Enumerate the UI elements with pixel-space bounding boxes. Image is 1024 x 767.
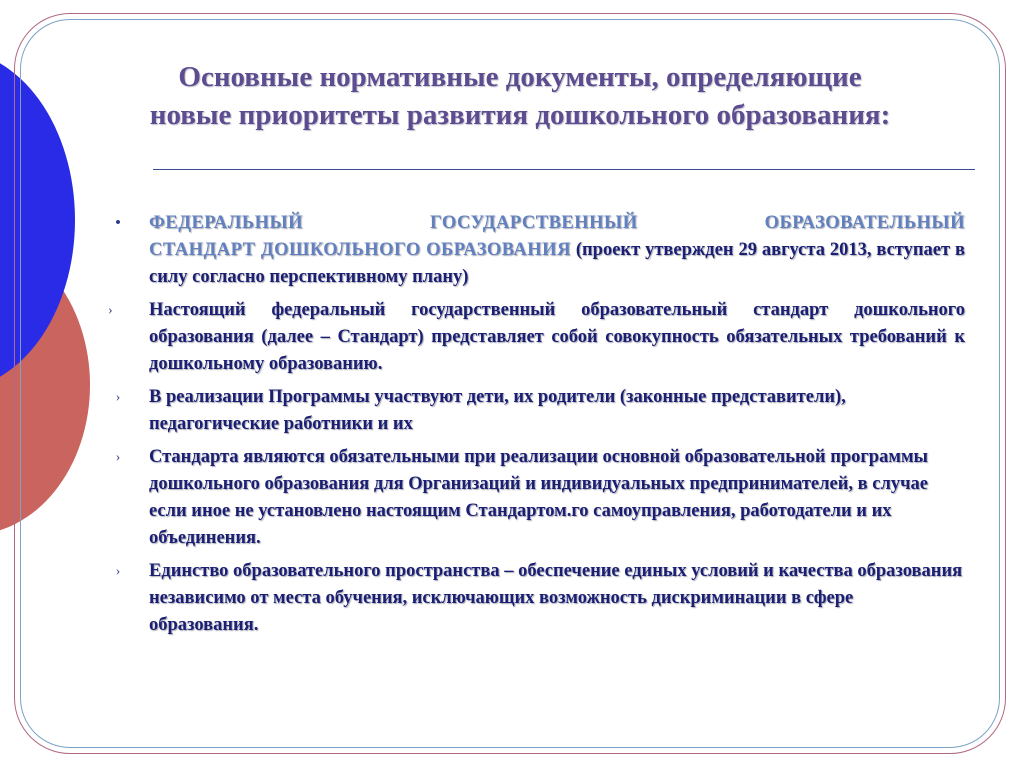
standard-name-line-2: СТАНДАРТ ДОШКОЛЬНОГО ОБРАЗОВАНИЯ — [149, 240, 571, 260]
chevron-bullet-icon: › — [115, 450, 121, 465]
standard-approval-note: (проект утвержден 29 августа 2013, вступает в силу согласно перспективному плану) — [149, 240, 965, 287]
list-item — [108, 297, 965, 378]
list-item-text: Стандарта являются обязательными при реализации основной образовательной программы дошкольного образования для Организаций и индивидуальных предпринимателей, в случае если иное не установлено настоящим Стандартом.го самоуправления, работодатели и их объединения. — [149, 447, 928, 548]
list-item-text: Единство образовательного пространства – обеспечение единых условий и качества образования независимо от места обучения, исключающих возможность дискриминации в сфере образования. — [149, 561, 963, 635]
list-item-standard — [108, 210, 965, 291]
slide-title — [60, 58, 980, 134]
standard-name-and-note — [149, 237, 965, 291]
slide-title-line-1: Основные нормативные документы, определяющие — [178, 61, 862, 93]
standard-word-educational: ОБРАЗОВАТЕЛЬНЫЙ — [764, 213, 965, 233]
slide-title-line-2: новые приоритеты развития дошкольного образования: — [149, 99, 891, 131]
title-underline-rule — [153, 169, 975, 170]
standard-name-line-1 — [149, 210, 965, 237]
list-item — [108, 558, 965, 639]
round-bullet-icon: • — [115, 215, 121, 231]
bullet-list — [108, 210, 965, 645]
chevron-bullet-icon: › — [115, 390, 121, 405]
list-item — [108, 444, 965, 552]
standard-word-federal: ФЕДЕРАЛЬНЫЙ — [149, 213, 304, 233]
chevron-bullet-icon: › — [115, 564, 121, 579]
list-item-text: Настоящий федеральный государственный образовательный стандарт дошкольного образования (далее – Стандарт) представляет собой совокупность обязательных требований к дошкольному образованию. — [149, 300, 965, 374]
standard-word-state: ГОСУДАРСТВЕННЫЙ — [430, 213, 638, 233]
list-item — [108, 384, 965, 438]
chevron-bullet-icon: › — [108, 303, 113, 318]
list-item-text: В реализации Программы участвуют дети, их родители (законные представители), педагогические работники и их — [149, 387, 846, 434]
